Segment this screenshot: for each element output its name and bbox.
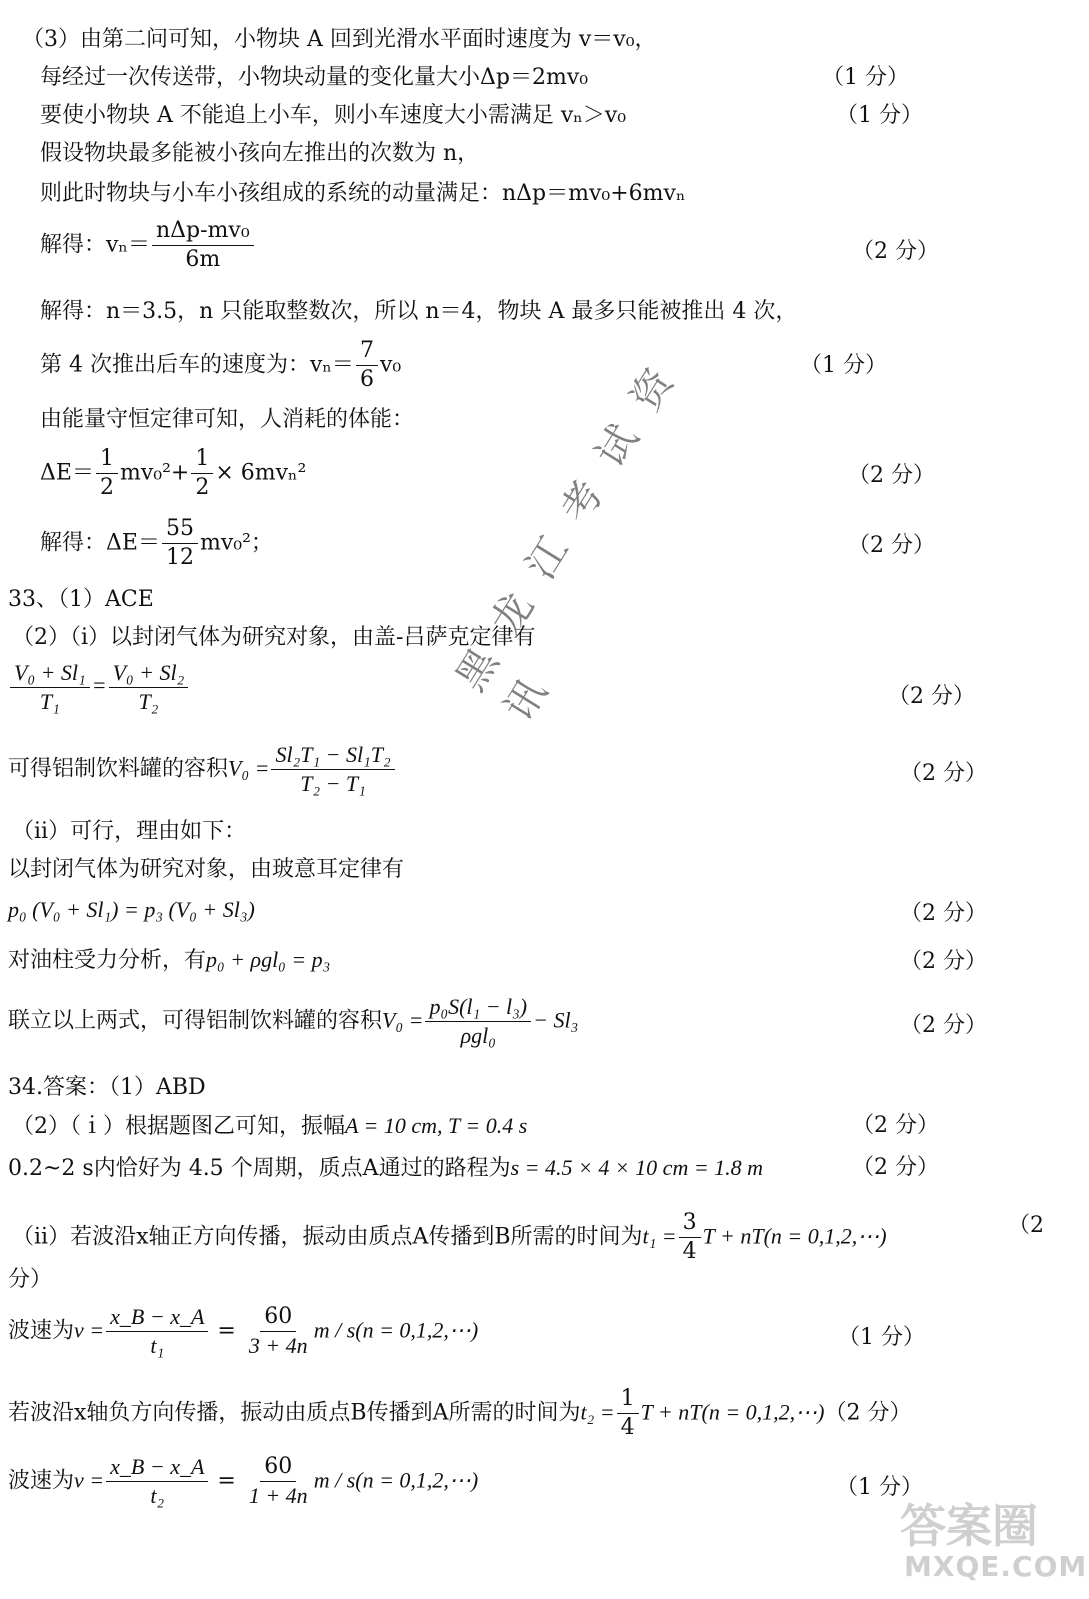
fraction <box>271 742 394 797</box>
denominator: 1 + 4n <box>248 1483 308 1508</box>
text: 0.2~2 s内恰好为 4.5 个周期，质点A通过的路程为 <box>8 1156 511 1181</box>
score: （1 分） <box>822 65 909 90</box>
denominator: t₁ <box>150 1333 165 1358</box>
fraction <box>191 446 213 501</box>
score: （2 分） <box>888 684 975 709</box>
s3-line-3: 要使小物块 A 不能追上小车，则小车速度大小需满足 vₙ＞v₀ <box>40 103 627 128</box>
score: （2 分） <box>900 949 987 974</box>
fraction <box>10 660 90 715</box>
text: 联立以上两式，可得铝制饮料罐的容积 <box>8 1008 383 1034</box>
variable: t₁ = <box>642 1223 677 1249</box>
fraction <box>245 1304 312 1359</box>
variable: v = <box>74 1467 105 1493</box>
text: × 6mvₙ² <box>215 460 307 486</box>
text: 可得铝制饮料罐的容积 <box>8 756 229 782</box>
numerator: Sl₂T₁ − Sl₁T₂ <box>271 742 394 770</box>
text: mv₀²+ <box>119 460 190 486</box>
fraction <box>679 1210 701 1265</box>
q34-title: 34.答案：（1）ABD <box>8 1075 206 1100</box>
numerator: V₀ + Sl₂ <box>109 660 189 688</box>
s3-line-1: （3）由第二问可知，小物块 A 回到光滑水平面时速度为 v＝v₀， <box>22 27 657 52</box>
text: 解得：vₙ＝ <box>40 232 150 258</box>
equals: = <box>91 672 107 698</box>
denominator: 4 <box>620 1415 635 1440</box>
logo-mark: 答案圈 <box>900 1499 1038 1553</box>
numerator: 55 <box>162 516 198 544</box>
q33-line-3 <box>8 742 397 797</box>
equation: p₀ + ρgl₀ = p₃ <box>206 947 331 972</box>
denominator: 4 <box>682 1239 697 1264</box>
score: （2 分） <box>900 1013 987 1038</box>
score: （2 分） <box>852 239 939 264</box>
q34-line-5: 分） <box>8 1267 53 1292</box>
variable: V₀ = <box>382 1007 424 1033</box>
s3-line-10 <box>40 446 306 501</box>
score: （2 分） <box>852 1155 939 1180</box>
s3-line-8 <box>40 338 401 393</box>
score: （2 <box>1008 1213 1044 1238</box>
score: （1 分） <box>800 353 887 378</box>
text: m / s(n = 0,1,2,⋯) <box>313 1317 479 1343</box>
q33-line-6: p₀ (V₀ + Sl₁) = p₃ (V₀ + Sl₃) <box>8 897 255 922</box>
denominator: 6 <box>359 367 374 392</box>
variable: t₂ = <box>580 1399 615 1425</box>
numerator: x_B − x_A <box>106 1454 208 1482</box>
numerator: 7 <box>356 338 378 366</box>
q33-formula-1 <box>8 660 190 715</box>
site-logo <box>900 1490 1088 1590</box>
fraction <box>425 994 531 1049</box>
numerator: x_B − x_A <box>106 1304 208 1332</box>
text: 波速为 <box>8 1318 75 1344</box>
numerator: 1 <box>96 446 118 474</box>
denominator: t₂ <box>150 1483 165 1508</box>
text: ΔE＝ <box>40 460 94 486</box>
s3-line-5: 则此时物块与小车小孩组成的系统的动量满足：nΔp＝mv₀+6mvₙ <box>40 181 686 206</box>
text: 解得：ΔE＝ <box>40 530 160 556</box>
variable: V₀ = <box>228 755 270 781</box>
fraction <box>106 1454 208 1509</box>
q33-line-7 <box>8 946 330 975</box>
denominator: ρgl₀ <box>460 1023 496 1048</box>
denominator: 12 <box>165 545 194 570</box>
score: （2 分） <box>900 901 987 926</box>
text: T + nT(n = 0,1,2,⋯) <box>702 1223 887 1249</box>
text: m / s(n = 0,1,2,⋯) <box>313 1467 479 1493</box>
equals: = <box>210 1318 243 1344</box>
text: 波速为 <box>8 1468 75 1494</box>
score: （2 分） <box>848 533 935 558</box>
fraction <box>96 446 118 501</box>
equation: A = 10 cm, T = 0.4 s <box>345 1113 528 1138</box>
s3-line-9: 由能量守恒定律可知，人消耗的体能： <box>40 407 415 432</box>
fraction <box>245 1454 312 1509</box>
q33-line-5: 以封闭气体为研究对象，由玻意耳定律有 <box>8 857 405 882</box>
s3-line-11 <box>40 516 273 571</box>
q34-line-2 <box>12 1112 527 1141</box>
fraction <box>106 1304 208 1359</box>
q33-line-4: （ii）可行，理由如下： <box>12 819 247 844</box>
score: （2 分） <box>852 1113 939 1138</box>
q34-line-4 <box>12 1210 887 1265</box>
text: mv₀²； <box>199 530 273 556</box>
text: T + nT(n = 0,1,2,⋯) <box>640 1399 825 1425</box>
fraction <box>162 516 198 571</box>
numerator: 1 <box>191 446 213 474</box>
fraction <box>356 338 378 393</box>
logo-url: MXQE.COM <box>904 1550 1088 1583</box>
denominator: T₂ <box>138 689 159 714</box>
numerator: 1 <box>617 1386 639 1414</box>
q34-line-8 <box>8 1454 478 1509</box>
s3-line-4: 假设物块最多能被小孩向左推出的次数为 n， <box>40 141 480 166</box>
numerator: 3 <box>679 1210 701 1238</box>
text: v₀ <box>379 352 402 378</box>
text: 对油柱受力分析，有 <box>8 948 207 973</box>
denominator: 6m <box>185 247 221 272</box>
denominator: T₂ − T₁ <box>300 771 366 796</box>
text: （2）（ｉ）根据题图乙可知，振幅 <box>12 1114 345 1139</box>
denominator: 2 <box>99 475 114 500</box>
fraction <box>617 1386 639 1441</box>
score: （2 分） <box>824 1400 912 1426</box>
q34-line-6 <box>8 1304 478 1359</box>
numerator: nΔp-mv₀ <box>152 218 254 246</box>
q33-title: 33、（1）ACE <box>8 587 154 612</box>
fraction <box>109 660 189 715</box>
denominator: 2 <box>195 475 210 500</box>
q34-line-7 <box>8 1386 912 1441</box>
numerator: p₀S(l₁ − l₃) <box>425 994 531 1022</box>
score: （2 分） <box>900 761 987 786</box>
s3-line-2: 每经过一次传送带，小物块动量的变化量大小Δp＝2mv₀ <box>40 65 589 90</box>
numerator: 60 <box>260 1454 296 1482</box>
numerator: 60 <box>260 1304 296 1332</box>
score: （1 分） <box>836 103 923 128</box>
denominator: T₁ <box>39 689 60 714</box>
denominator: 3 + 4n <box>248 1333 308 1358</box>
text: 第 4 次推出后车的速度为：vₙ＝ <box>40 352 354 378</box>
numerator: V₀ + Sl₁ <box>10 660 90 688</box>
score: （1 分） <box>838 1325 925 1350</box>
text: （ii）若波沿x轴正方向传播，振动由质点A传播到B所需的时间为 <box>12 1224 643 1250</box>
equals: = <box>210 1468 243 1494</box>
watermark: 黑龙江考试资讯 <box>447 338 697 730</box>
score: （2 分） <box>848 463 935 488</box>
text: 若波沿x轴负方向传播，振动由质点B传播到A所需的时间为 <box>8 1400 581 1426</box>
q33-line-2: （2）（i）以封闭气体为研究对象，由盖-吕萨克定律有 <box>12 625 536 650</box>
text: − Sl₃ <box>533 1007 579 1033</box>
variable: v = <box>74 1317 105 1343</box>
equation: s = 4.5 × 4 × 10 cm = 1.8 m <box>510 1155 764 1180</box>
fraction <box>152 218 254 273</box>
s3-line-7: 解得：n＝3.5，n 只能取整数次，所以 n＝4，物块 A 最多只能被推出 4 次， <box>40 299 798 324</box>
score: （1 分） <box>836 1475 923 1500</box>
s3-line-6 <box>40 218 256 273</box>
q33-line-8 <box>8 994 578 1049</box>
q34-line-3 <box>8 1154 763 1183</box>
